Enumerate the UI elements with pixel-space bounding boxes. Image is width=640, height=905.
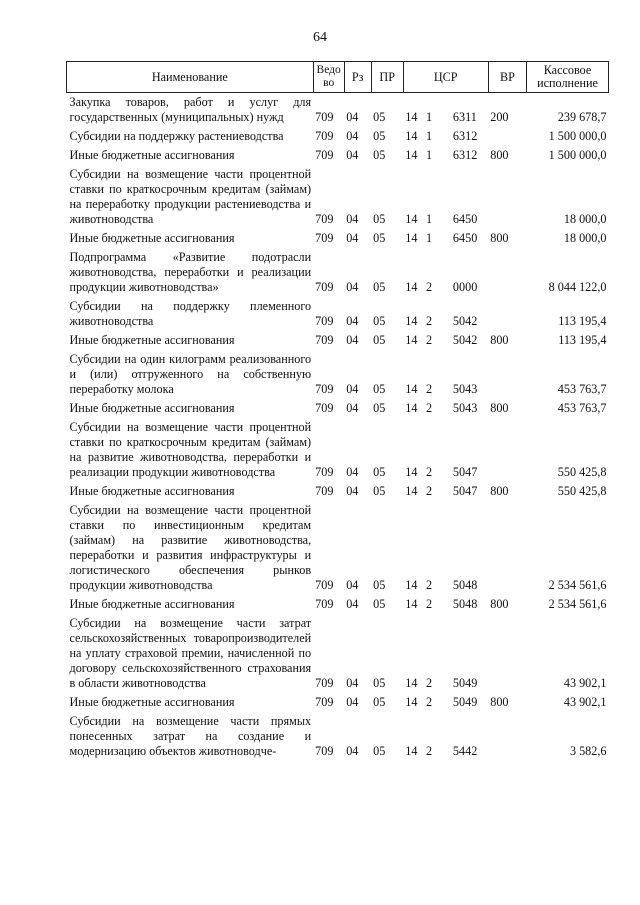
cell-c3: 5442 (452, 744, 478, 758)
cell-c2: 1 (425, 148, 433, 162)
cell-ved: 709 (315, 695, 334, 709)
cell-rz: 04 (346, 333, 359, 347)
table-row (67, 501, 609, 595)
cell-c3: 0000 (452, 280, 478, 294)
cell-c1: 14 (405, 382, 418, 396)
cell-name: Субсидии на возмещение части прямых понесенных затрат на создание и модернизацию объектов животноводче- (69, 714, 312, 758)
table-row (67, 297, 609, 331)
cell-vr: 800 (490, 333, 509, 347)
cell-c1: 14 (405, 695, 418, 709)
cell-vr: 200 (490, 110, 509, 124)
header-vr: ВР (488, 62, 526, 93)
cell-vr (488, 248, 526, 297)
cell-ved: 709 (315, 676, 334, 690)
table-row (67, 595, 609, 614)
table-row (67, 350, 609, 399)
cell-c1: 14 (405, 465, 418, 479)
cell-sum: 18 000,0 (563, 212, 607, 226)
cell-vr (488, 614, 526, 693)
cell-name: Иные бюджетные ассигнования (69, 695, 235, 709)
cell-pr: 05 (373, 465, 386, 479)
cell-sum: 550 425,8 (557, 484, 607, 498)
cell-c2: 2 (425, 695, 433, 709)
cell-rz: 04 (346, 280, 359, 294)
cell-sum: 43 902,1 (563, 695, 607, 709)
cell-sum: 453 763,7 (557, 382, 607, 396)
cell-name: Субсидии на возмещение части процентной ставки по инвестиционным кредитам (займам) на развитие животноводства, переработки и развития инфраструктуры и логистического обеспечения рынков продукции животноводства (69, 503, 312, 592)
cell-rz: 04 (346, 212, 359, 226)
cell-c3: 5048 (452, 578, 478, 592)
cell-sum: 113 195,4 (558, 333, 607, 347)
cell-ved: 709 (315, 597, 334, 611)
cell-vr (488, 501, 526, 595)
cell-name: Иные бюджетные ассигнования (69, 231, 235, 245)
cell-vr: 800 (490, 695, 509, 709)
cell-c1: 14 (405, 280, 418, 294)
cell-ved: 709 (315, 578, 334, 592)
cell-name: Субсидии на поддержку племенного животноводства (69, 299, 312, 328)
cell-c2: 1 (425, 110, 433, 124)
cell-name: Закупка товаров, работ и услуг для государственных (муниципальных) нужд (69, 95, 312, 124)
cell-rz: 04 (346, 382, 359, 396)
cell-sum: 113 195,4 (558, 314, 607, 328)
table-row (67, 93, 609, 128)
cell-vr: 800 (490, 401, 509, 415)
cell-pr: 05 (373, 110, 386, 124)
cell-sum: 1 500 000,0 (548, 129, 607, 143)
cell-pr: 05 (373, 314, 386, 328)
cell-c3: 5042 (452, 314, 478, 328)
table-body (67, 93, 609, 762)
cell-ved: 709 (315, 110, 334, 124)
cell-name: Иные бюджетные ассигнования (69, 148, 235, 162)
cell-c3: 6312 (452, 148, 478, 162)
cell-pr: 05 (373, 231, 386, 245)
page-number: 64 (313, 30, 327, 45)
cell-pr: 05 (373, 578, 386, 592)
cell-ved: 709 (315, 231, 334, 245)
cell-sum: 2 534 561,6 (548, 597, 607, 611)
cell-c3: 6450 (452, 212, 478, 226)
cell-ved: 709 (315, 484, 334, 498)
cell-c2: 2 (425, 465, 433, 479)
cell-ved: 709 (315, 129, 334, 143)
cell-name: Иные бюджетные ассигнования (69, 333, 235, 347)
cell-c1: 14 (405, 578, 418, 592)
cell-ved: 709 (315, 401, 334, 415)
cell-rz: 04 (346, 484, 359, 498)
header-rz: Рз (344, 62, 371, 93)
cell-ved: 709 (315, 744, 334, 758)
cell-vr (488, 712, 526, 761)
cell-c2: 2 (425, 484, 433, 498)
cell-sum: 453 763,7 (557, 401, 607, 415)
header-ved: Ведо во (313, 62, 344, 93)
cell-ved: 709 (315, 148, 334, 162)
cell-vr: 800 (490, 148, 509, 162)
table-row (67, 248, 609, 297)
cell-ved: 709 (315, 333, 334, 347)
cell-c3: 5047 (452, 484, 478, 498)
cell-pr: 05 (373, 382, 386, 396)
cell-sum: 550 425,8 (557, 465, 607, 479)
cell-rz: 04 (346, 578, 359, 592)
cell-rz: 04 (346, 744, 359, 758)
cell-vr: 800 (490, 484, 509, 498)
cell-c2: 2 (425, 578, 433, 592)
cell-pr: 05 (373, 280, 386, 294)
cell-rz: 04 (346, 129, 359, 143)
cell-vr (488, 297, 526, 331)
cell-c3: 5043 (452, 382, 478, 396)
cell-vr (488, 127, 526, 146)
cell-vr: 800 (490, 231, 509, 245)
cell-vr: 800 (490, 597, 509, 611)
header-sum: Кассовое исполнение (527, 62, 609, 93)
cell-c1: 14 (405, 110, 418, 124)
cell-c3: 5049 (452, 695, 478, 709)
cell-vr (488, 418, 526, 482)
cell-rz: 04 (346, 676, 359, 690)
budget-table (66, 61, 609, 761)
cell-c1: 14 (405, 744, 418, 758)
cell-c2: 2 (425, 280, 433, 294)
table-row (67, 614, 609, 693)
table-row (67, 331, 609, 350)
cell-name: Субсидии на возмещение части процентной ставки по краткосрочным кредитам (займам) на переработку продукции растениеводства и животноводства (69, 167, 312, 226)
cell-c1: 14 (405, 676, 418, 690)
cell-rz: 04 (346, 314, 359, 328)
cell-name: Подпрограмма «Развитие подотрасли животноводства, переработки и реализации продукции животноводства» (69, 250, 312, 294)
cell-c2: 2 (425, 382, 433, 396)
cell-rz: 04 (346, 597, 359, 611)
cell-c2: 2 (425, 333, 433, 347)
cell-pr: 05 (373, 212, 386, 226)
cell-ved: 709 (315, 314, 334, 328)
cell-rz: 04 (346, 231, 359, 245)
cell-pr: 05 (373, 333, 386, 347)
cell-pr: 05 (373, 484, 386, 498)
cell-c1: 14 (405, 148, 418, 162)
cell-c1: 14 (405, 333, 418, 347)
cell-name: Субсидии на возмещение части процентной ставки по краткосрочным кредитам (займам) на развитие животноводства, переработки и реализации продукции животноводства (69, 420, 312, 479)
cell-sum: 239 678,7 (557, 110, 607, 124)
table-row (67, 712, 609, 761)
cell-c1: 14 (405, 401, 418, 415)
cell-c1: 14 (405, 231, 418, 245)
table-row (67, 482, 609, 501)
table-row (67, 229, 609, 248)
cell-name: Субсидии на возмещение части затрат сельскохозяйственных товаропроизводителей на уплату страховой премии, начисленной по договору сельскохозяйственного страхования в области животноводства (69, 616, 312, 690)
cell-c1: 14 (405, 597, 418, 611)
cell-pr: 05 (373, 597, 386, 611)
header-name: Наименование (67, 62, 314, 93)
cell-c3: 5047 (452, 465, 478, 479)
cell-c2: 2 (425, 744, 433, 758)
cell-name: Иные бюджетные ассигнования (69, 484, 235, 498)
cell-c3: 5049 (452, 676, 478, 690)
cell-sum: 2 534 561,6 (548, 578, 607, 592)
cell-rz: 04 (346, 148, 359, 162)
cell-rz: 04 (346, 110, 359, 124)
cell-sum: 1 500 000,0 (548, 148, 607, 162)
cell-c3: 6450 (452, 231, 478, 245)
table-row (67, 418, 609, 482)
cell-c3: 5043 (452, 401, 478, 415)
cell-ved: 709 (315, 280, 334, 294)
cell-ved: 709 (315, 212, 334, 226)
cell-c3: 5042 (452, 333, 478, 347)
table-row (67, 399, 609, 418)
cell-rz: 04 (346, 465, 359, 479)
cell-sum: 8 044 122,0 (548, 280, 607, 294)
table-header-row (67, 62, 609, 93)
cell-c3: 6311 (452, 110, 477, 124)
cell-c1: 14 (405, 314, 418, 328)
table-row (67, 146, 609, 165)
cell-name: Субсидии на один килограмм реализованного и (или) отгруженного на собственную переработку молока (69, 352, 312, 396)
table-row (67, 693, 609, 712)
cell-c2: 1 (425, 231, 433, 245)
cell-ved: 709 (315, 382, 334, 396)
cell-c2: 1 (425, 212, 433, 226)
cell-pr: 05 (373, 744, 386, 758)
cell-c2: 2 (425, 401, 433, 415)
cell-c2: 2 (425, 597, 433, 611)
cell-c3: 6312 (452, 129, 478, 143)
cell-ved: 709 (315, 465, 334, 479)
cell-c1: 14 (405, 129, 418, 143)
cell-c1: 14 (405, 484, 418, 498)
cell-rz: 04 (346, 401, 359, 415)
cell-rz: 04 (346, 695, 359, 709)
cell-pr: 05 (373, 401, 386, 415)
cell-pr: 05 (373, 129, 386, 143)
cell-sum: 3 582,6 (569, 744, 607, 758)
cell-pr: 05 (373, 148, 386, 162)
table-row (67, 165, 609, 229)
cell-sum: 43 902,1 (563, 676, 607, 690)
cell-c1: 14 (405, 212, 418, 226)
cell-pr: 05 (373, 676, 386, 690)
cell-c3: 5048 (452, 597, 478, 611)
cell-name: Субсидии на поддержку растениеводства (69, 129, 284, 143)
cell-c2: 1 (425, 129, 433, 143)
cell-name: Иные бюджетные ассигнования (69, 401, 235, 415)
header-csr: ЦСР (403, 62, 488, 93)
cell-vr (488, 165, 526, 229)
cell-c2: 2 (425, 676, 433, 690)
cell-name: Иные бюджетные ассигнования (69, 597, 235, 611)
header-pr: ПР (371, 62, 403, 93)
cell-vr (488, 350, 526, 399)
cell-sum: 18 000,0 (563, 231, 607, 245)
cell-c2: 2 (425, 314, 433, 328)
table-row (67, 127, 609, 146)
cell-pr: 05 (373, 695, 386, 709)
